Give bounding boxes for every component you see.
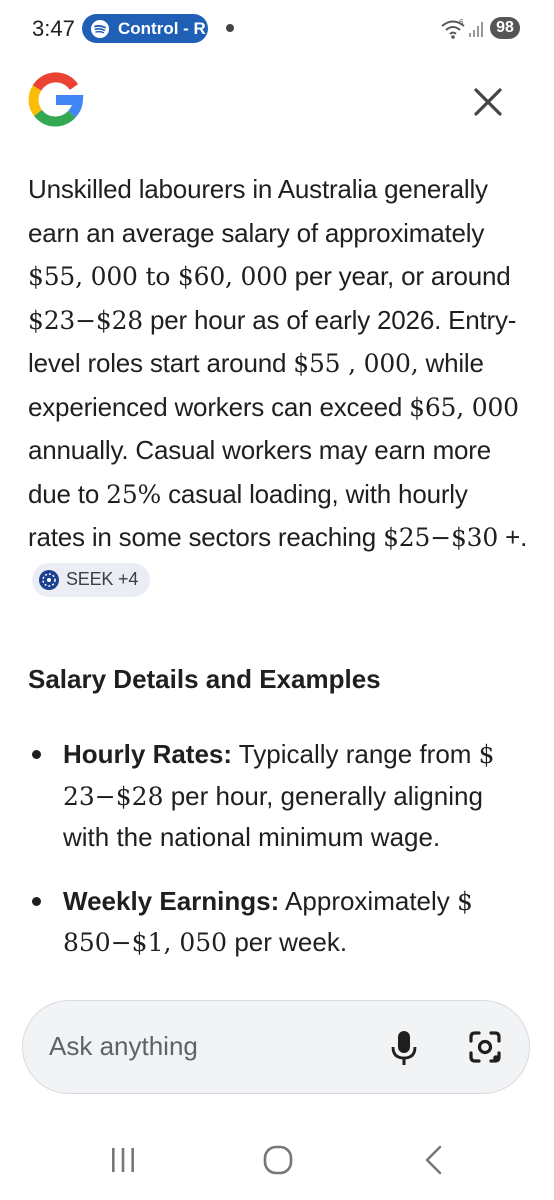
section-heading: Salary Details and Examples [28, 664, 381, 694]
answer-figure: $65, 000 [409, 392, 519, 422]
answer-figure: 25% [106, 479, 162, 509]
status-time: 3:47 [32, 16, 75, 41]
answer-paragraph [28, 168, 528, 603]
bullet-dot [32, 897, 41, 906]
details-list [28, 734, 528, 986]
list-item-text: Typically range from [232, 739, 479, 769]
status-bar [0, 0, 554, 58]
close-icon[interactable] [470, 84, 506, 120]
google-g-icon [28, 72, 84, 128]
battery-badge: 98 [490, 17, 520, 39]
list-item [28, 881, 528, 964]
recents-icon[interactable] [108, 1146, 138, 1174]
spotify-icon [90, 19, 110, 39]
answer-figure: $55, 000 to $60, 000 [28, 262, 288, 291]
media-pill-label: Control - R [118, 18, 206, 38]
ask-bar[interactable] [22, 1000, 530, 1094]
answer-text: per hour as of early 2026. Entry-level roles start around [28, 304, 517, 378]
google-lens-icon[interactable] [467, 1029, 503, 1065]
back-icon[interactable] [420, 1144, 448, 1176]
home-icon[interactable] [262, 1144, 294, 1176]
microphone-icon[interactable] [389, 1029, 419, 1067]
list-item-figure: $ 850−$1, 050 [63, 886, 473, 957]
answer-figure: $25−$30 [383, 523, 499, 552]
list-item-text: Approximately [279, 885, 458, 916]
wifi-label: 6 [459, 18, 464, 27]
answer-text: Unskilled labourers in Australia generally earn an average salary of approximately [28, 174, 488, 248]
answer-figure: $55 , 000, [293, 349, 419, 378]
wifi-icon [440, 18, 466, 40]
ask-input[interactable] [49, 1031, 349, 1062]
list-item-text: per hour, generally aligning with the national minimum wage. [63, 780, 483, 852]
answer-figure: $23−$28 [28, 305, 143, 335]
list-item [28, 734, 528, 859]
answer-text: casual loading, with hourly rates in some sectors reaching [28, 478, 468, 552]
ai-answer [28, 168, 528, 603]
answer-text: +. [498, 522, 528, 552]
answer-text: while experienced workers can exceed [28, 348, 484, 422]
list-item-figure: $ 23−$28 [63, 740, 495, 811]
list-item-title: Weekly Earnings: [63, 885, 280, 916]
list-item-text: per week. [227, 927, 348, 957]
bullet-dot [32, 750, 41, 759]
answer-text: annually. Casual workers may earn more due to [28, 435, 492, 509]
seek-icon [38, 569, 60, 591]
source-chip-label: SEEK +4 [66, 568, 139, 589]
list-item-title: Hourly Rates: [63, 739, 233, 769]
source-chip[interactable] [32, 563, 150, 597]
notification-dot [226, 24, 234, 32]
answer-text: per year, or around [287, 261, 511, 291]
signal-icon [468, 20, 486, 38]
media-pill[interactable] [82, 14, 208, 43]
